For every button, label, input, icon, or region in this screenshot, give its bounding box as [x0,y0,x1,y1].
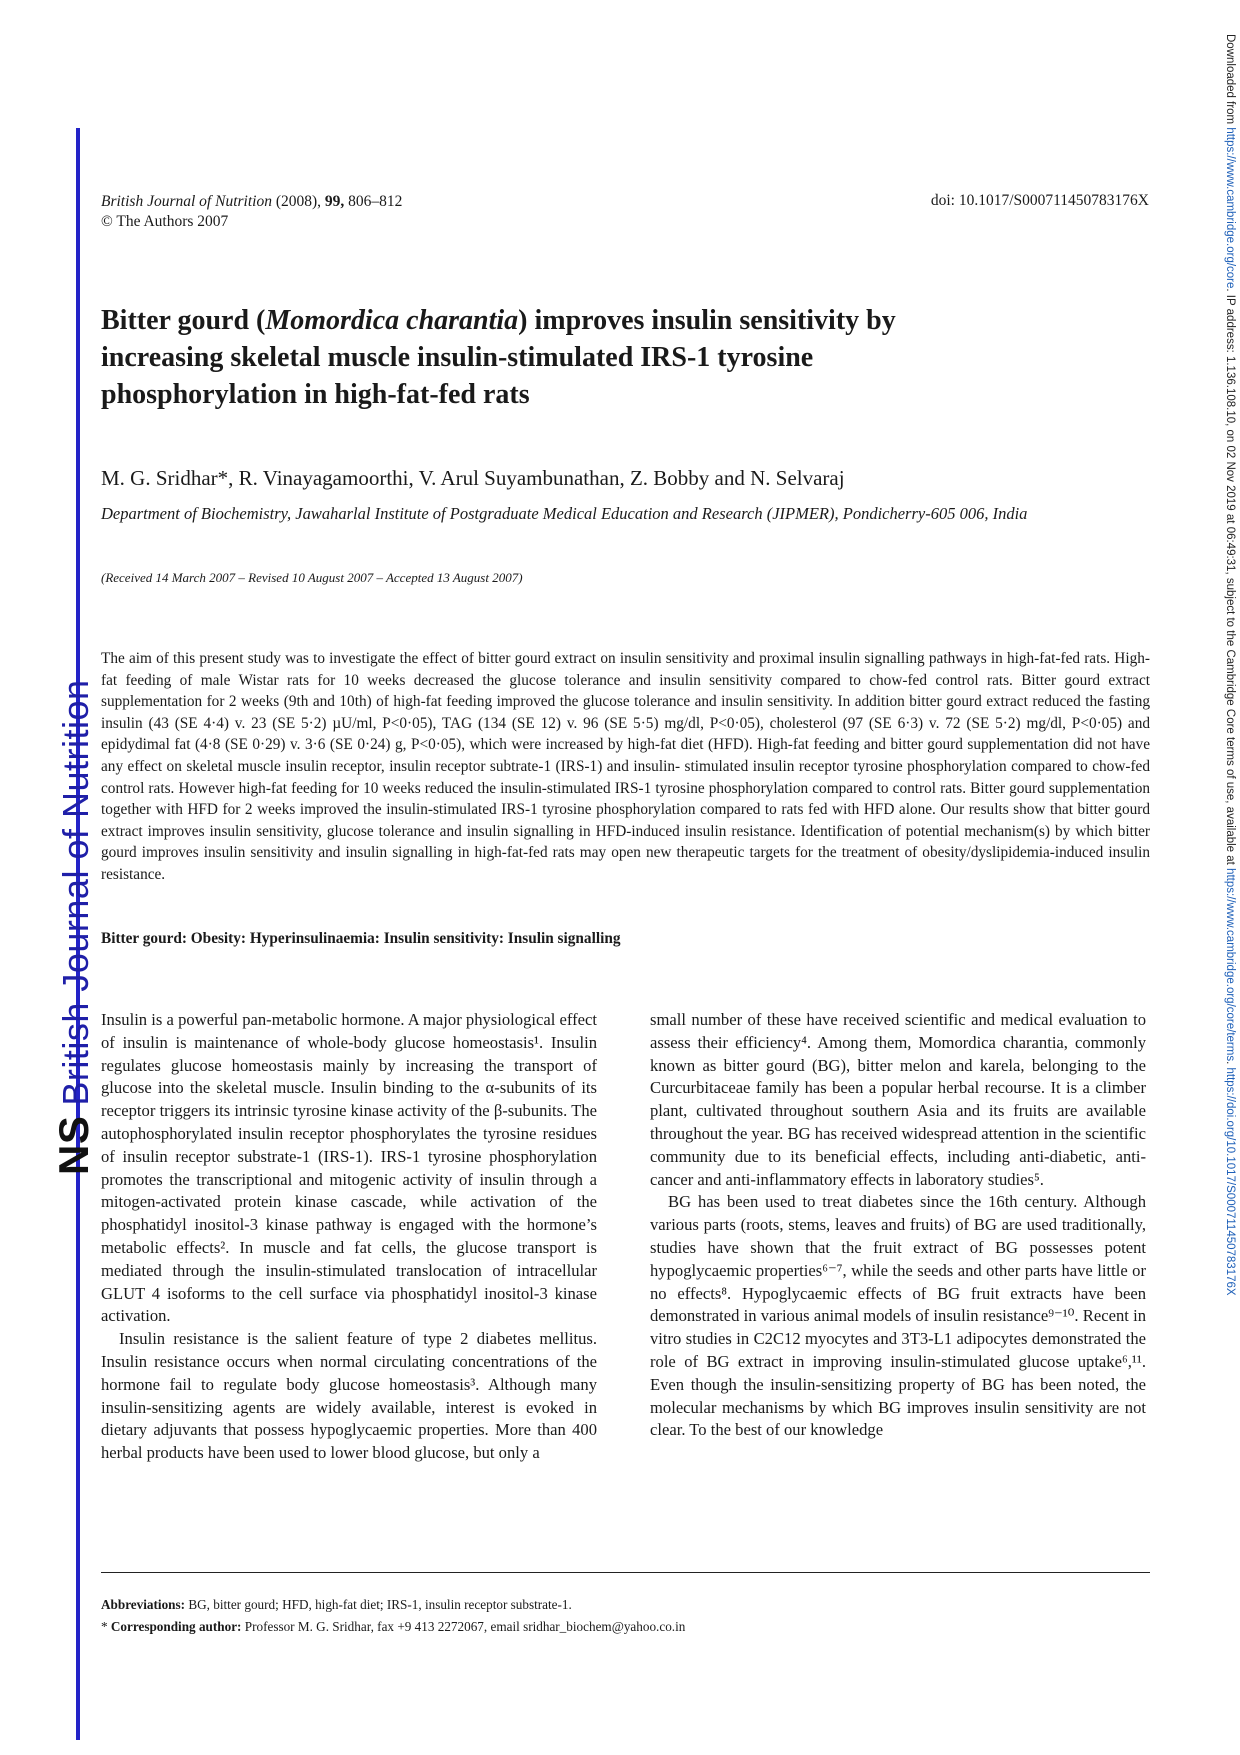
body-paragraph: small number of these have received scientific and medical evaluation to assess their efficiency⁴. Among them, Momordica charantia, commonly known as bitter gourd (BG), bitter melon and karela, belonging to the Curcurbitaceae family has been a popular herbal recourse. It is a climber plant, cultivated throughout southern Asia and its fruits are available throughout the year. BG has received widespread attention in the scientific community due to its beneficial effects, including anti-diabetic, anti-cancer and anti-inflammatory effects in laboratory studies⁵. [650,1010,1146,1189]
abbreviations-note [101,1594,685,1616]
download-notice [1224,34,1236,1296]
citation-year: (2008), [275,193,322,210]
citation-pages: 806–812 [348,193,403,210]
keywords: Bitter gourd: Obesity: Hyperinsulinaemia: Insulin sensitivity: Insulin signalling [101,930,621,947]
abbreviations-text: BG, bitter gourd; HFD, high-fat diet; IRS-1, insulin receptor substrate-1. [188,1597,572,1612]
title-part2: ) improves insulin sensitivity by increasing skeletal muscle insulin-stimulated IRS-1 tyrosine phosphorylation in high-fat-fed rats [101,305,896,410]
corresponding-label: Corresponding author: [110,1619,242,1634]
body-column-right [650,1009,1146,1442]
footnotes [101,1594,685,1638]
body-paragraph: Insulin resistance is the salient feature of type 2 diabetes mellitus. Insulin resistance occurs when normal circulating concentrations of the hormone fail to regulate body glucose homeostasis³. Although many insulin-sensitizing agents are widely available, interest is evoked in dietary adjuvants that possess hypoglycaemic properties. More than 400 herbal products have been used to lower blood glucose, but only a [101,1329,597,1463]
abstract: The aim of this present study was to investigate the effect of bitter gourd extract on insulin sensitivity and proximal insulin signalling pathways in high-fat-fed rats. High-fat feeding of male Wistar rats for 10 weeks decreased the glucose tolerance and insulin sensitivity compared to chow-fed control rats. Bitter gourd extract supplementation for 2 weeks (9th and 10th) of high-fat feeding improved the glucose tolerance and insulin sensitivity. In addition bitter gourd extract reduced the fasting insulin (43 (SE 4·4) v. 23 (SE 5·2) µU/ml, P<0·05), TAG (134 (SE 12) v. 96 (SE 5·5) mg/dl, P<0·05), cholesterol (97 (SE 6·3) v. 72 (SE 5·2) mg/dl, P<0·05) and epidydimal fat (4·8 (SE 0·29) v. 3·6 (SE 0·24) g, P<0·05), which were increased by high-fat diet (HFD). High-fat feeding and bitter gourd supplementation did not have any effect on skeletal muscle insulin receptor, insulin receptor subtrate-1 (IRS-1) and insulin- stimulated insulin receptor tyrosine phosphorylation compared to chow-fed control rats. However high-fat feeding for 10 weeks reduced the insulin-stimulated IRS-1 tyrosine phosphorylation compared to control rats. Bitter gourd supplementation together with HFD for 2 weeks improved the insulin-stimulated IRS-1 tyrosine phosphorylation compared to rats fed with HFD alone. Our results show that bitter gourd extract improves insulin sensitivity, glucose tolerance and insulin signalling in HFD-induced insulin resistance. Identification of potential mechanism(s) by which bitter gourd improves insulin sensitivity and insulin signalling in high-fat-fed rats may open new therapeutic targets for the treatment of obesity/dyslipidemia-induced insulin resistance. [101,650,1150,883]
doi-link[interactable]: https://doi.org/10.1017/S000711450783176X [1224,1067,1236,1296]
article-title [101,302,1001,413]
footnote-divider [101,1572,1150,1573]
cambridge-terms-link[interactable]: https://www.cambridge.org/core/terms [1224,868,1236,1062]
body-column-left [101,1009,597,1465]
affiliation: Department of Biochemistry, Jawaharlal Institute of Postgraduate Medical Education and Research (JIPMER), Pondicherry-605 006, India [101,504,1028,523]
journal-logo-ns: NS [50,1115,97,1175]
journal-name: British Journal of Nutrition [101,193,272,210]
download-text: Downloaded from [1224,34,1236,125]
title-species: Momordica charantia [265,305,519,336]
cambridge-core-link[interactable]: https://www.cambridge.org/core [1224,127,1236,289]
corresponding-marker: * [101,1619,108,1634]
received-dates: (Received 14 March 2007 – Revised 10 August 2007 – Accepted 13 August 2007) [101,570,523,585]
title-part1: Bitter gourd ( [101,305,266,336]
citation-header [101,192,402,232]
citation-volume: 99, [324,193,345,210]
abbreviations-label: Abbreviations: [101,1597,186,1612]
download-mid-text: . IP address: 1.136.108.10, on 02 Nov 2019 at 06:49:31, subject to the Cambridge Core terms of use, available at [1224,288,1236,865]
body-paragraph: Insulin is a powerful pan-metabolic hormone. A major physiological effect of insulin is maintenance of whole-body glucose homeostasis¹. Insulin regulates glucose homeostasis mainly by increasing the transport of glucose into the skeletal muscle. Insulin binding to the α-subunits of its receptor triggers its intrinsic tyrosine kinase activity of the β-subunits. The autophosphorylated insulin receptor phosphorylates the tyrosine residues of insulin receptor substrate-1 (IRS-1). IRS-1 tyrosine phosphorylation promotes the transcriptional and mitogenic activity of insulin through a mitogen-activated protein kinase cascade, while activation of the phosphatidyl inositol-3 kinase pathway is engaged with the hormone’s metabolic effects². In muscle and fat cells, the glucose transport is mediated through the insulin-stimulated translocation of intracellular GLUT 4 isoforms to the cell surface via phosphatidyl inositol-3 kinase activation. [101,1010,597,1326]
corresponding-author-note [101,1616,685,1638]
journal-side-name: British Journal of Nutrition [55,679,96,1106]
journal-side-label [50,679,98,1175]
body-paragraph: BG has been used to treat diabetes since the 16th century. Although various parts (roots, stems, leaves and fruits) of BG are used traditionally, studies have shown that the fruit extract of BG possesses potent hypoglycaemic properties⁶⁻⁷, while the seeds and other parts have little or no effects⁸. Hypoglycaemic effects of BG fruit extracts have been demonstrated in various animal models of insulin resistance⁹⁻¹⁰. Recent in vitro studies in C2C12 myocytes and 3T3-L1 adipocytes demonstrated the role of BG extract in improving insulin-stimulated glucose uptake⁶,¹¹. Even though the insulin-sensitizing property of BG has been noted, the molecular mechanisms by which BG improves insulin sensitivity are not clear. To the best of our knowledge [650,1192,1146,1440]
doi-header: doi: 10.1017/S000711450783176X [930,192,1149,209]
corresponding-text: Professor M. G. Sridhar, fax +9 413 2272067, email sridhar_biochem@yahoo.co.in [244,1619,686,1634]
download-sep: . [1224,1061,1236,1065]
copyright-line: © The Authors 2007 [101,213,229,230]
author-list: M. G. Sridhar*, R. Vinayagamoorthi, V. Arul Suyambunathan, Z. Bobby and N. Selvaraj [101,466,845,490]
